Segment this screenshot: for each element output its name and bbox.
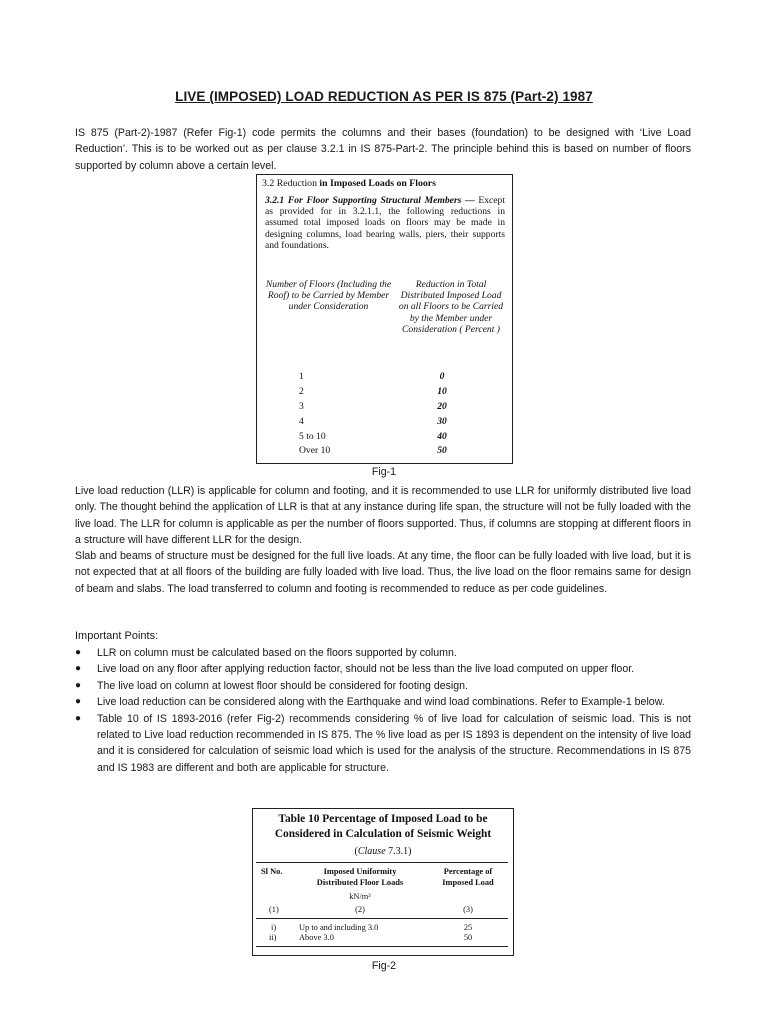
fig1-row-floors: 5 to 10 [299, 431, 326, 442]
list-item-text: LLR on column must be calculated based on the floors supported by column. [97, 647, 457, 659]
list-item [75, 661, 691, 677]
fig2-clause-number: 7.3.1) [385, 846, 412, 857]
fig1-column-header-floors: Number of Floors (Including the Roof) to be Carried by Member under Consideration [265, 279, 392, 313]
list-item-text: Table 10 of IS 1893-2016 (refer Fig-2) recommends considering % of live load for calculation of seismic load. This is not related to Live load reduction recommended in IS 875. The % live load as per IS 1893 is dependent on the intensity of live load and it is considered for calculation of seismic load which is used for the analysis of the structure. Recommendations in IS 875 and IS 1983 are different and both are applicable for structure. [97, 712, 691, 774]
fig2-clause-ref [253, 846, 513, 857]
fig2-clause-word: Clause [357, 846, 386, 857]
list-item-text: Live load reduction can be considered along with the Earthquake and wind load combinations. Refer to Example-1 below. [97, 696, 665, 709]
list-item [75, 694, 691, 710]
figure-2-table-10 [252, 808, 514, 956]
fig1-row-floors: 4 [299, 416, 304, 427]
fig2-title-line-2: Considered in Calculation of Seismic Weight [274, 828, 492, 840]
important-points-list [75, 645, 691, 776]
fig2-rule-mid [256, 918, 508, 919]
fig1-row-reduction: 20 [437, 401, 447, 412]
fig2-rule-top [256, 862, 508, 863]
llr-paragraph: Live load reduction (LLR) is applicable for column and footing, and it is recommended to use LLR for uniformly distributed live load only. The thought behind the application of LLR is that at any instance during life span, the structure will not be fully loaded with the live load. The LLR for column is applicable as per the number of floors supported. Thus, if columns are stopping at different floors in a structure will have different LLR for the design. [75, 485, 691, 547]
fig2-row-load: Above 3.0 [299, 933, 334, 942]
fig1-row-floors: 1 [299, 371, 304, 382]
fig2-caption: Fig-2 [371, 960, 397, 972]
fig2-col-load-line-1: Imposed Uniformity [323, 867, 397, 876]
fig2-row-pct: 25 [463, 923, 473, 932]
fig1-caption: Fig-1 [371, 466, 397, 478]
intro-paragraph: IS 875 (Part-2)-1987 (Refer Fig-1) code permits the columns and their bases (foundation) to be designed with ‘Live Load Reduction’. This is to be worked out as per clause 3.2.1 in IS 875-Part-2. The principle behind this is based on number of floors supported by column above a certain level. [75, 127, 691, 172]
fig2-col-load-line-2: Distributed Floor Loads [316, 878, 404, 887]
list-item-text: Live load on any floor after applying reduction factor, should not be less than the live load computed on upper floor. [97, 663, 635, 676]
fig2-title-line-1: Table 10 Percentage of Imposed Load to be [278, 813, 488, 825]
list-item-text: The live load on column at lowest floor should be considered for footing design. [97, 679, 469, 692]
fig1-row-reduction: 50 [437, 445, 447, 456]
bullet-icon: ● [75, 696, 82, 708]
fig2-col-sl: Sl No. [261, 867, 283, 876]
bullet-icon: ● [75, 663, 82, 675]
fig1-row-floors: 2 [299, 386, 304, 397]
page-title: LIVE (IMPOSED) LOAD REDUCTION AS PER IS 875 (Part-2) 1987 [175, 89, 593, 104]
fig1-row-floors: 3 [299, 401, 304, 412]
fig1-clause-body: Except as provided for in 3.2.1.1, the following reductions in assumed total imposed loads on floors may be made in designing columns, load bearing walls, piers, their supports and foundations. [265, 195, 505, 251]
fig1-row-floors: Over 10 [299, 445, 331, 456]
fig1-row-reduction: 10 [437, 386, 447, 397]
fig1-header-prefix: 3.2 Reduction [262, 178, 320, 189]
list-item [75, 678, 691, 694]
fig1-row-reduction: 30 [437, 416, 447, 427]
fig1-header-bold: in Imposed Loads on Floors [319, 178, 436, 189]
bullet-icon: ● [75, 712, 82, 724]
fig2-col-number: (1) [269, 905, 279, 914]
bullet-icon: ● [75, 679, 82, 691]
fig2-row-pct: 50 [463, 933, 473, 942]
fig2-col-number: (3) [463, 905, 473, 914]
fig1-clause-text [265, 195, 505, 251]
fig2-rule-bottom [256, 946, 508, 947]
bullet-icon: ● [75, 647, 82, 658]
fig2-col-number: (2) [355, 905, 365, 914]
fig2-row-sl: ii) [269, 933, 277, 942]
fig1-clause-title: 3.2.1 For Floor Supporting Structural Members — [265, 195, 475, 206]
fig2-row-load: Up to and including 3.0 [299, 923, 379, 932]
fig1-column-header-reduction: Reduction in Total Distributed Imposed Load on all Floors to be Carried by the Member under Consideration ( Percent ) [398, 279, 504, 335]
list-item [75, 645, 691, 661]
fig2-col-pct-line-1: Percentage of [443, 867, 493, 876]
fig2-col-pct-line-2: Imposed Load [442, 878, 494, 887]
fig1-row-reduction: 0 [439, 371, 445, 382]
fig1-section-header [262, 178, 436, 189]
slab-beam-paragraph: Slab and beams of structure must be designed for the full live loads. At any time, the floor can be fully loaded with live load, but it is not expected that at all floors of the building are fully loaded with live load. Thus, the live load on the floor remains same for design of beam and slabs. The load transferred to column and footing is recommended to reduce as per code guidelines. [75, 550, 691, 595]
fig2-clause-open: ( [354, 846, 358, 857]
fig1-row-reduction: 40 [437, 431, 447, 442]
figure-1-code-excerpt [256, 174, 513, 464]
fig2-row-sl: i) [271, 923, 277, 932]
fig2-col-load-unit: kN/m² [349, 892, 371, 901]
important-points-heading: Important Points: [75, 630, 159, 642]
list-item [75, 711, 691, 777]
